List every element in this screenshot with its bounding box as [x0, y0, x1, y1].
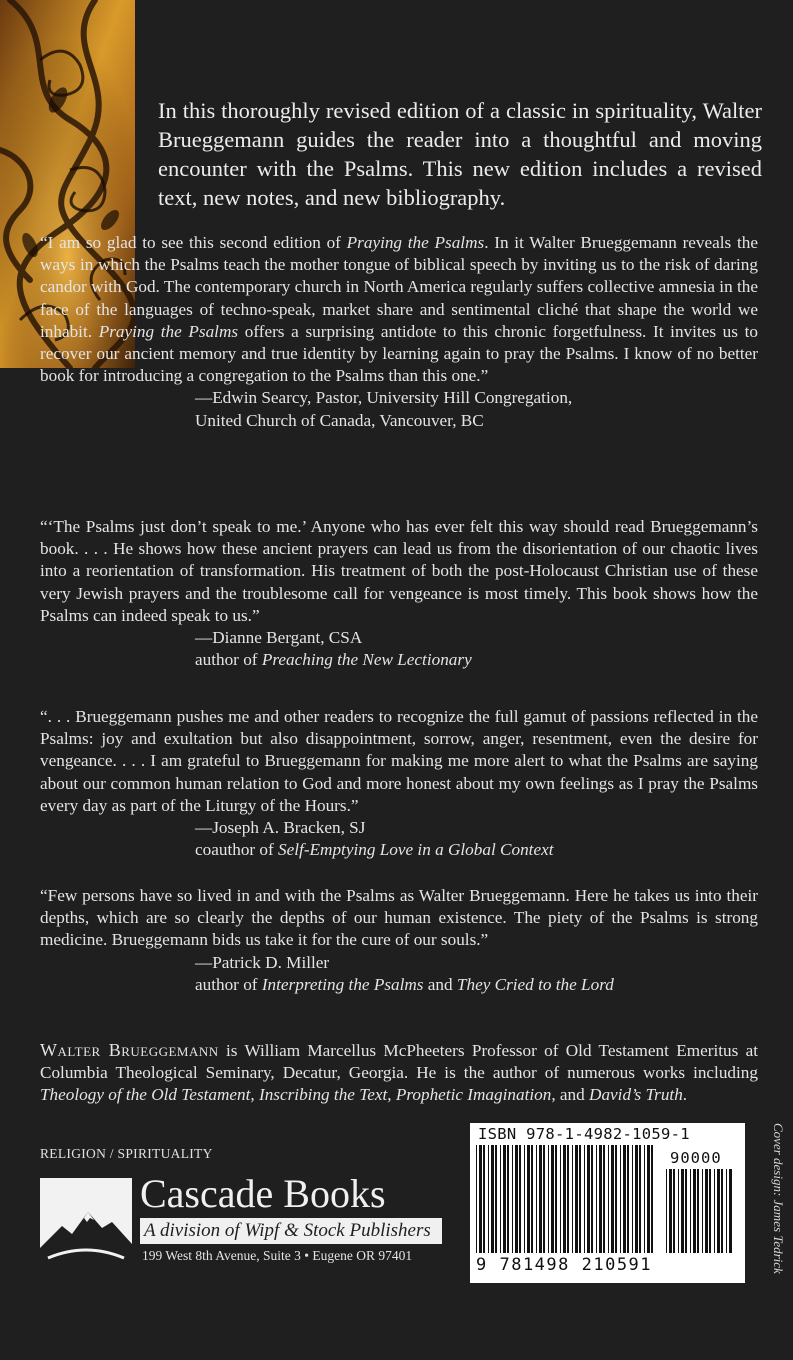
endorsement-quote-3: [40, 706, 758, 861]
quote-text-part: offers a surprising antidote to this chronic forgetfulness. It invites us to recover our ancient memory and true identity by learning again to pray the Psalms. I know of no better book for introducing a congregation to the Psalms than this one.”: [40, 321, 758, 386]
quote-attribution-affiliation: United Church of Canada, Vancouver, BC: [195, 410, 484, 430]
barcode-bar: [678, 1169, 679, 1253]
attribution-conjunction: and: [423, 974, 457, 994]
quote-text: [40, 232, 758, 387]
barcode-bar: [608, 1145, 609, 1253]
author-name: Walter Brueggemann: [40, 1040, 219, 1060]
book-title: David’s Truth: [589, 1085, 683, 1105]
barcode-bar: [697, 1169, 699, 1253]
barcode-bar: [483, 1145, 485, 1253]
barcode-bar: [714, 1169, 715, 1253]
book-title: Praying the Psalms: [98, 321, 239, 341]
barcode-bar: [488, 1145, 489, 1253]
barcode-bar: [543, 1145, 545, 1253]
barcode-bar: [503, 1145, 506, 1253]
cover-design-credit: Cover design: James Tedrick: [771, 1123, 786, 1274]
barcode-bar: [705, 1169, 708, 1253]
barcode-bar: [620, 1145, 621, 1253]
barcode-bar: [539, 1145, 542, 1253]
separator: .: [682, 1085, 688, 1105]
separator: ,: [387, 1085, 396, 1105]
quote-attribution-work: [40, 839, 758, 861]
barcode-bars-icon: [476, 1145, 656, 1255]
separator: ,: [250, 1085, 259, 1105]
book-title: They Cried to the Lord: [456, 974, 614, 994]
division-prefix: A division of: [144, 1220, 245, 1241]
barcode-bar: [579, 1145, 581, 1253]
quote-attribution: —Edwin Searcy, Pastor, University Hill Congregation,: [195, 388, 573, 408]
quote-attribution-work: [40, 974, 758, 996]
quote-text: “‘The Psalms just don’t speak to me.’ Anyone who has ever felt this way should read Brueggemann’s book. . . . He shows how these ancient prayers can lead us from the disorientation of our chaotic lives into a reorientation of transformation. His treatment of both the post-Holocaust Christian use of these very Jewish prayers and the troublesome call for vengeance is most timely. This book shows how the Psalms can indeed speak to us.”: [40, 517, 758, 625]
barcode-bar: [611, 1145, 614, 1253]
barcode-bar: [531, 1145, 533, 1253]
barcode-bar: [635, 1145, 638, 1253]
attribution-prefix: coauthor of: [195, 840, 279, 860]
quote-attribution: —Joseph A. Bracken, SJ: [195, 818, 366, 838]
barcode-bar: [726, 1169, 727, 1253]
barcode-bar: [495, 1145, 497, 1253]
barcode-bar: [669, 1169, 672, 1253]
barcode-bar: [709, 1169, 711, 1253]
barcode-bar: [524, 1145, 525, 1253]
barcode-bar: [560, 1145, 561, 1253]
barcode-bar: [599, 1145, 602, 1253]
book-title: Praying the Psalms: [346, 233, 485, 252]
isbn-label: ISBN 978-1-4982-1059-1: [478, 1125, 690, 1143]
category-label: RELIGION / SPIRITUALITY: [40, 1146, 213, 1161]
barcode-bar: [651, 1145, 653, 1253]
attribution-prefix: author of: [195, 650, 262, 670]
barcode-bar: [536, 1145, 537, 1253]
quote-attribution: —Dianne Bergant, CSA: [195, 628, 363, 648]
barcode-bar: [627, 1145, 629, 1253]
barcode-bar: [572, 1145, 573, 1253]
barcode-bar: [563, 1145, 566, 1253]
barcode-bar: [527, 1145, 530, 1253]
book-title: Prophetic Imagination: [395, 1085, 552, 1105]
isbn-digits: 9 781498 210591: [476, 1255, 653, 1275]
book-title: Inscribing the Text: [258, 1085, 388, 1105]
book-title: Preaching the New Lectionary: [261, 650, 472, 670]
barcode-bar: [512, 1145, 513, 1253]
barcode-bar: [476, 1145, 477, 1253]
quote-text: “Few persons have so lived in and with the Psalms as Walter Brueggemann. Here he takes us into their depths, which are so clearly the depths of our human existence. The piety of the Psalms is strong medicine. Brueggemann bids us take it for the cure of our souls.”: [40, 886, 758, 950]
publisher-logo: [40, 1178, 132, 1268]
barcode-bar: [615, 1145, 617, 1253]
barcode-bar: [515, 1145, 518, 1253]
separator: , and: [551, 1085, 590, 1105]
endorsement-quote-2: [40, 516, 758, 671]
book-title: Self-Emptying Love in a Global Context: [278, 840, 554, 860]
publisher-division: [140, 1218, 442, 1244]
barcode-bar: [575, 1145, 578, 1253]
barcode-bar: [693, 1169, 696, 1253]
barcode-bar: [551, 1145, 554, 1253]
barcode-bar: [507, 1145, 509, 1253]
bio-text: is William Marcellus McPheeters Professor of Old Testament Emeritus at Columbia Theological Seminary, Decatur, Georgia. He is the author of numerous works including: [40, 1041, 759, 1083]
publisher-name: Cascade Books: [140, 1171, 386, 1216]
barcode-bar: [584, 1145, 585, 1253]
barcode-bar: [596, 1145, 597, 1253]
intro-paragraph: In this thoroughly revised edition of a classic in spirituality, Walter Brueggemann guides the reader into a thoughtful and moving encounter with the Psalms. This new edition includes a revised text, new notes, and new bibliography.: [158, 98, 762, 210]
barcode-bar: [632, 1145, 633, 1253]
barcode-bar: [690, 1169, 691, 1253]
book-title: Theology of the Old Testament: [40, 1085, 251, 1105]
attribution-prefix: author of: [195, 974, 262, 994]
quote-text-part: “I am so glad to see this second edition of: [40, 233, 347, 252]
barcode-bar: [685, 1169, 687, 1253]
barcode-bar: [729, 1169, 732, 1253]
barcode-bar: [491, 1145, 494, 1253]
barcode-bar: [500, 1145, 501, 1253]
barcode-bar: [479, 1145, 482, 1253]
barcode-bar: [681, 1169, 684, 1253]
barcode-bar: [591, 1145, 593, 1253]
barcode-bar: [623, 1145, 626, 1253]
quote-attribution-work: [40, 649, 758, 671]
quote-attribution: —Patrick D. Miller: [195, 952, 330, 972]
author-bio: [40, 1039, 758, 1107]
publisher-block: [40, 1171, 450, 1266]
price-code: 90000: [670, 1149, 722, 1167]
barcode-bar: [548, 1145, 549, 1253]
mountain-icon: [40, 1178, 132, 1268]
barcode-bar: [603, 1145, 605, 1253]
barcode-bar: [639, 1145, 641, 1253]
barcode-bar: [702, 1169, 703, 1253]
barcode-bar: [666, 1169, 667, 1253]
barcode-bar: [519, 1145, 521, 1253]
endorsement-quote-4: [40, 885, 758, 996]
endorsement-quote-1: [40, 232, 758, 432]
quote-text-part: . In it Walter Brueggemann reveals the ways in which the Psalms teach the mother tongue of biblical speech by inviting us to the risk of daring candor with God. The contemporary church in North America regularly suffers collective amnesia in the face of the languages of techno-speak, market share and sentimental cliché that shape the world we inhabit.: [40, 233, 758, 341]
isbn-barcode: [470, 1123, 745, 1283]
barcode-bar: [673, 1169, 675, 1253]
book-title: Interpreting the Psalms: [261, 974, 424, 994]
barcode-bar: [647, 1145, 650, 1253]
barcode-bar: [721, 1169, 723, 1253]
price-barcode-bars-icon: [666, 1169, 736, 1255]
barcode-bar: [567, 1145, 569, 1253]
barcode-bar: [555, 1145, 557, 1253]
barcode-bar: [587, 1145, 590, 1253]
quote-text: “. . . Brueggemann pushes me and other readers to recognize the full gamut of passions reflected in the Psalms: joy and exultation but also disappointment, sorrow, anger, resentment, even the desire for vengeance. . . . I am grateful to Brueggemann for making me more alert to what the Psalms are saying about our common human relation to God and more honest about my own feelings as I pray the Psalms every day as part of the Liturgy of the Hours.”: [40, 707, 758, 815]
publisher-address: 199 West 8th Avenue, Suite 3 • Eugene OR 97401: [142, 1248, 413, 1263]
barcode-bar: [717, 1169, 720, 1253]
barcode-bar: [644, 1145, 645, 1253]
division-name: Wipf & Stock Publishers: [244, 1220, 431, 1241]
